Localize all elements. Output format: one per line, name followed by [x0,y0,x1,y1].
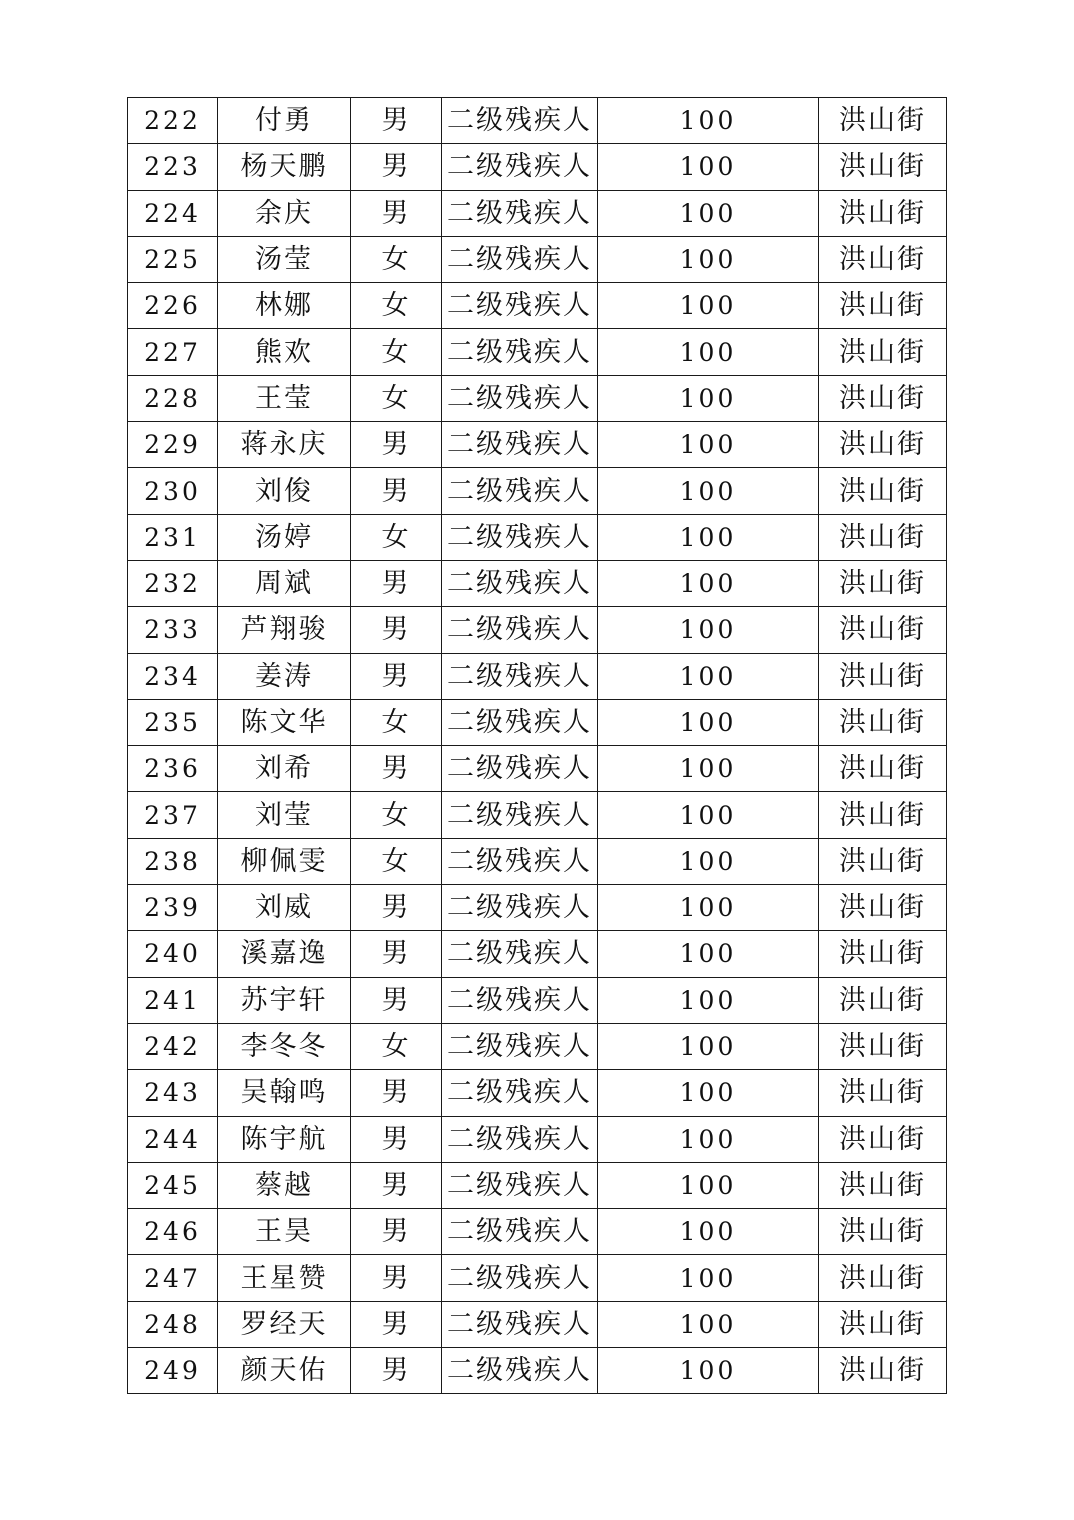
amount-cell: 100 [598,514,819,560]
name-cell: 溪嘉逸 [218,931,351,977]
row-number-cell: 246 [128,1209,218,1255]
disability-level-cell: 二级残疾人 [442,1209,598,1255]
amount-cell: 100 [598,1070,819,1116]
name-cell: 王莹 [218,375,351,421]
street-cell: 洪山街 [819,514,947,560]
row-number-cell: 237 [128,792,218,838]
amount-cell: 100 [598,144,819,190]
amount-cell: 100 [598,283,819,329]
row-number-cell: 234 [128,653,218,699]
name-cell: 王昊 [218,1209,351,1255]
row-number-cell: 227 [128,329,218,375]
street-cell: 洪山街 [819,607,947,653]
name-cell: 姜涛 [218,653,351,699]
street-cell: 洪山街 [819,653,947,699]
gender-cell: 男 [351,560,442,606]
row-number-cell: 243 [128,1070,218,1116]
street-cell: 洪山街 [819,746,947,792]
street-cell: 洪山街 [819,931,947,977]
street-cell: 洪山街 [819,699,947,745]
street-cell: 洪山街 [819,283,947,329]
table-row [128,422,947,468]
street-cell: 洪山街 [819,98,947,144]
gender-cell: 女 [351,792,442,838]
gender-cell: 男 [351,653,442,699]
disability-level-cell: 二级残疾人 [442,329,598,375]
disability-level-cell: 二级残疾人 [442,653,598,699]
name-cell: 杨天鹏 [218,144,351,190]
gender-cell: 女 [351,283,442,329]
table-row [128,1348,947,1394]
amount-cell: 100 [598,1023,819,1069]
amount-cell: 100 [598,607,819,653]
table-row [128,329,947,375]
gender-cell: 男 [351,422,442,468]
street-cell: 洪山街 [819,792,947,838]
table-row [128,283,947,329]
row-number-cell: 239 [128,885,218,931]
name-cell: 蔡越 [218,1162,351,1208]
row-number-cell: 226 [128,283,218,329]
amount-cell: 100 [598,838,819,884]
gender-cell: 男 [351,931,442,977]
gender-cell: 男 [351,1348,442,1394]
disability-level-cell: 二级残疾人 [442,98,598,144]
disability-level-cell: 二级残疾人 [442,190,598,236]
name-cell: 李冬冬 [218,1023,351,1069]
street-cell: 洪山街 [819,977,947,1023]
amount-cell: 100 [598,1162,819,1208]
gender-cell: 男 [351,977,442,1023]
name-cell: 苏宇轩 [218,977,351,1023]
amount-cell: 100 [598,1255,819,1301]
name-cell: 蒋永庆 [218,422,351,468]
table-row [128,236,947,282]
table-row [128,977,947,1023]
name-cell: 柳佩雯 [218,838,351,884]
table-row [128,560,947,606]
name-cell: 刘威 [218,885,351,931]
disability-level-cell: 二级残疾人 [442,977,598,1023]
disability-level-cell: 二级残疾人 [442,746,598,792]
table-row [128,885,947,931]
table-row [128,792,947,838]
amount-cell: 100 [598,190,819,236]
gender-cell: 女 [351,375,442,421]
gender-cell: 女 [351,329,442,375]
gender-cell: 女 [351,514,442,560]
name-cell: 刘希 [218,746,351,792]
name-cell: 付勇 [218,98,351,144]
street-cell: 洪山街 [819,329,947,375]
amount-cell: 100 [598,468,819,514]
disability-level-cell: 二级残疾人 [442,931,598,977]
street-cell: 洪山街 [819,1162,947,1208]
amount-cell: 100 [598,98,819,144]
amount-cell: 100 [598,699,819,745]
table-row [128,1070,947,1116]
disability-level-cell: 二级残疾人 [442,1162,598,1208]
amount-cell: 100 [598,329,819,375]
row-number-cell: 236 [128,746,218,792]
street-cell: 洪山街 [819,1116,947,1162]
table-row [128,838,947,884]
table-row [128,1162,947,1208]
amount-cell: 100 [598,1301,819,1347]
table-row [128,1209,947,1255]
beneficiary-table [127,97,947,1394]
table-row [128,468,947,514]
gender-cell: 男 [351,98,442,144]
street-cell: 洪山街 [819,468,947,514]
disability-level-cell: 二级残疾人 [442,1070,598,1116]
row-number-cell: 228 [128,375,218,421]
name-cell: 汤婷 [218,514,351,560]
row-number-cell: 223 [128,144,218,190]
name-cell: 陈文华 [218,699,351,745]
table-row [128,514,947,560]
gender-cell: 男 [351,885,442,931]
gender-cell: 女 [351,1023,442,1069]
row-number-cell: 229 [128,422,218,468]
row-number-cell: 240 [128,931,218,977]
street-cell: 洪山街 [819,1209,947,1255]
street-cell: 洪山街 [819,885,947,931]
disability-level-cell: 二级残疾人 [442,838,598,884]
amount-cell: 100 [598,931,819,977]
row-number-cell: 235 [128,699,218,745]
table-body [128,98,947,1394]
disability-level-cell: 二级残疾人 [442,560,598,606]
gender-cell: 男 [351,746,442,792]
amount-cell: 100 [598,792,819,838]
disability-level-cell: 二级残疾人 [442,1255,598,1301]
disability-level-cell: 二级残疾人 [442,283,598,329]
row-number-cell: 244 [128,1116,218,1162]
gender-cell: 男 [351,190,442,236]
gender-cell: 男 [351,1255,442,1301]
amount-cell: 100 [598,977,819,1023]
row-number-cell: 230 [128,468,218,514]
name-cell: 吴翰鸣 [218,1070,351,1116]
row-number-cell: 238 [128,838,218,884]
disability-level-cell: 二级残疾人 [442,792,598,838]
disability-level-cell: 二级残疾人 [442,1116,598,1162]
disability-level-cell: 二级残疾人 [442,468,598,514]
row-number-cell: 222 [128,98,218,144]
street-cell: 洪山街 [819,190,947,236]
amount-cell: 100 [598,653,819,699]
disability-level-cell: 二级残疾人 [442,607,598,653]
name-cell: 余庆 [218,190,351,236]
street-cell: 洪山街 [819,1301,947,1347]
row-number-cell: 247 [128,1255,218,1301]
street-cell: 洪山街 [819,1255,947,1301]
row-number-cell: 225 [128,236,218,282]
street-cell: 洪山街 [819,1023,947,1069]
name-cell: 陈宇航 [218,1116,351,1162]
row-number-cell: 224 [128,190,218,236]
row-number-cell: 248 [128,1301,218,1347]
row-number-cell: 241 [128,977,218,1023]
amount-cell: 100 [598,885,819,931]
table-row [128,1301,947,1347]
name-cell: 芦翔骏 [218,607,351,653]
amount-cell: 100 [598,422,819,468]
street-cell: 洪山街 [819,236,947,282]
disability-level-cell: 二级残疾人 [442,885,598,931]
table-row [128,931,947,977]
street-cell: 洪山街 [819,1070,947,1116]
street-cell: 洪山街 [819,144,947,190]
table-row [128,190,947,236]
name-cell: 刘莹 [218,792,351,838]
name-cell: 周斌 [218,560,351,606]
name-cell: 林娜 [218,283,351,329]
street-cell: 洪山街 [819,560,947,606]
disability-level-cell: 二级残疾人 [442,699,598,745]
street-cell: 洪山街 [819,1348,947,1394]
name-cell: 汤莹 [218,236,351,282]
table-row [128,144,947,190]
disability-level-cell: 二级残疾人 [442,144,598,190]
gender-cell: 男 [351,1162,442,1208]
table-row [128,1255,947,1301]
gender-cell: 男 [351,468,442,514]
gender-cell: 男 [351,1209,442,1255]
street-cell: 洪山街 [819,838,947,884]
disability-level-cell: 二级残疾人 [442,514,598,560]
row-number-cell: 233 [128,607,218,653]
amount-cell: 100 [598,746,819,792]
table-row [128,746,947,792]
gender-cell: 男 [351,144,442,190]
disability-level-cell: 二级残疾人 [442,422,598,468]
row-number-cell: 245 [128,1162,218,1208]
gender-cell: 男 [351,607,442,653]
name-cell: 王星赞 [218,1255,351,1301]
gender-cell: 男 [351,1301,442,1347]
name-cell: 颜天佑 [218,1348,351,1394]
disability-level-cell: 二级残疾人 [442,236,598,282]
table-row [128,1116,947,1162]
amount-cell: 100 [598,1209,819,1255]
disability-level-cell: 二级残疾人 [442,1301,598,1347]
row-number-cell: 242 [128,1023,218,1069]
gender-cell: 女 [351,838,442,884]
amount-cell: 100 [598,375,819,421]
table-row [128,653,947,699]
name-cell: 罗经天 [218,1301,351,1347]
name-cell: 熊欢 [218,329,351,375]
disability-level-cell: 二级残疾人 [442,1348,598,1394]
disability-level-cell: 二级残疾人 [442,1023,598,1069]
amount-cell: 100 [598,236,819,282]
street-cell: 洪山街 [819,422,947,468]
gender-cell: 男 [351,1116,442,1162]
gender-cell: 男 [351,1070,442,1116]
disability-level-cell: 二级残疾人 [442,375,598,421]
table-row [128,699,947,745]
row-number-cell: 249 [128,1348,218,1394]
street-cell: 洪山街 [819,375,947,421]
gender-cell: 女 [351,699,442,745]
table-row [128,375,947,421]
table-row [128,607,947,653]
amount-cell: 100 [598,560,819,606]
gender-cell: 女 [351,236,442,282]
table-row [128,98,947,144]
name-cell: 刘俊 [218,468,351,514]
row-number-cell: 232 [128,560,218,606]
table-row [128,1023,947,1069]
amount-cell: 100 [598,1116,819,1162]
amount-cell: 100 [598,1348,819,1394]
row-number-cell: 231 [128,514,218,560]
